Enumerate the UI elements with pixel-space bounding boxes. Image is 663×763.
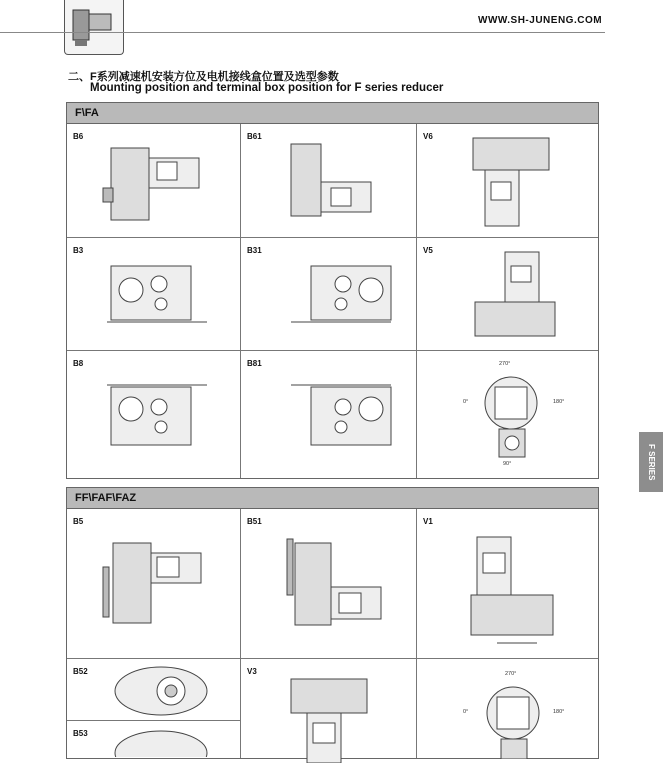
cell-v6 [417,124,598,238]
position-label: B52 [73,667,88,676]
header-divider [0,32,605,33]
position-label: B6 [73,132,84,141]
position-label: B31 [247,246,262,255]
cell-terminal-box-diagram [417,659,598,758]
gear-motor-icon [65,0,123,54]
reducer-drawing [97,138,207,228]
reducer-drawing [281,138,391,228]
reducer-drawing [107,260,217,330]
cell-v3 [241,659,417,758]
cell-v1 [417,509,598,659]
angle-label-left: 0° [463,709,469,715]
terminal-box-diagram [479,679,549,759]
position-label: B5 [73,517,84,526]
page-title-en: Mounting position and terminal box position for F series reducer [90,82,444,94]
cell-b3 [67,238,241,351]
reducer-drawing [291,381,401,453]
angle-label-top: 270° [505,671,517,677]
position-label: B8 [73,359,84,368]
cell-b51 [241,509,417,659]
section-ff-faf-faz [66,487,599,759]
position-label: V1 [423,517,433,526]
position-label: V5 [423,246,433,255]
cell-terminal-box-diagram [417,351,598,478]
terminal-box-diagram [477,369,547,461]
position-label: B81 [247,359,262,368]
page-title-cn: 二、F系列减速机安装方位及电机接线盒位置及选型参数 [68,71,339,83]
cell-b8 [67,351,241,478]
section-f-fa [66,102,599,479]
cell-b81 [241,351,417,478]
series-tab: F SERIES [639,432,663,492]
cell-b5 [67,509,241,659]
angle-label-top: 270° [499,361,511,367]
product-thumbnail [64,0,124,55]
reducer-drawing [281,533,401,633]
position-label: V6 [423,132,433,141]
cell-v5 [417,238,598,351]
angle-label-left: 0° [463,399,469,405]
reducer-drawing [467,531,567,651]
cell-b31 [241,238,417,351]
angle-label-right: 180° [553,709,565,715]
cell-b6 [67,124,241,238]
reducer-drawing [107,381,217,453]
reducer-drawing [467,132,557,232]
reducer-drawing [471,246,581,346]
position-label: B53 [73,729,88,738]
position-label: B51 [247,517,262,526]
reducer-drawing [111,663,211,719]
cell-b53 [67,721,241,758]
section-title: FF\FAF\FAZ [67,488,598,509]
cell-b61 [241,124,417,238]
cell-b52 [67,659,241,721]
reducer-drawing [291,260,401,330]
position-label: B61 [247,132,262,141]
position-label: V3 [247,667,257,676]
reducer-drawing [97,533,217,633]
website-url: WWW.SH-JUNENG.COM [478,15,603,26]
section-title: F\FA [67,103,598,124]
reducer-drawing [111,727,211,757]
position-label: B3 [73,246,84,255]
angle-label-right: 180° [553,399,565,405]
angle-label-bottom: 90° [503,461,512,467]
